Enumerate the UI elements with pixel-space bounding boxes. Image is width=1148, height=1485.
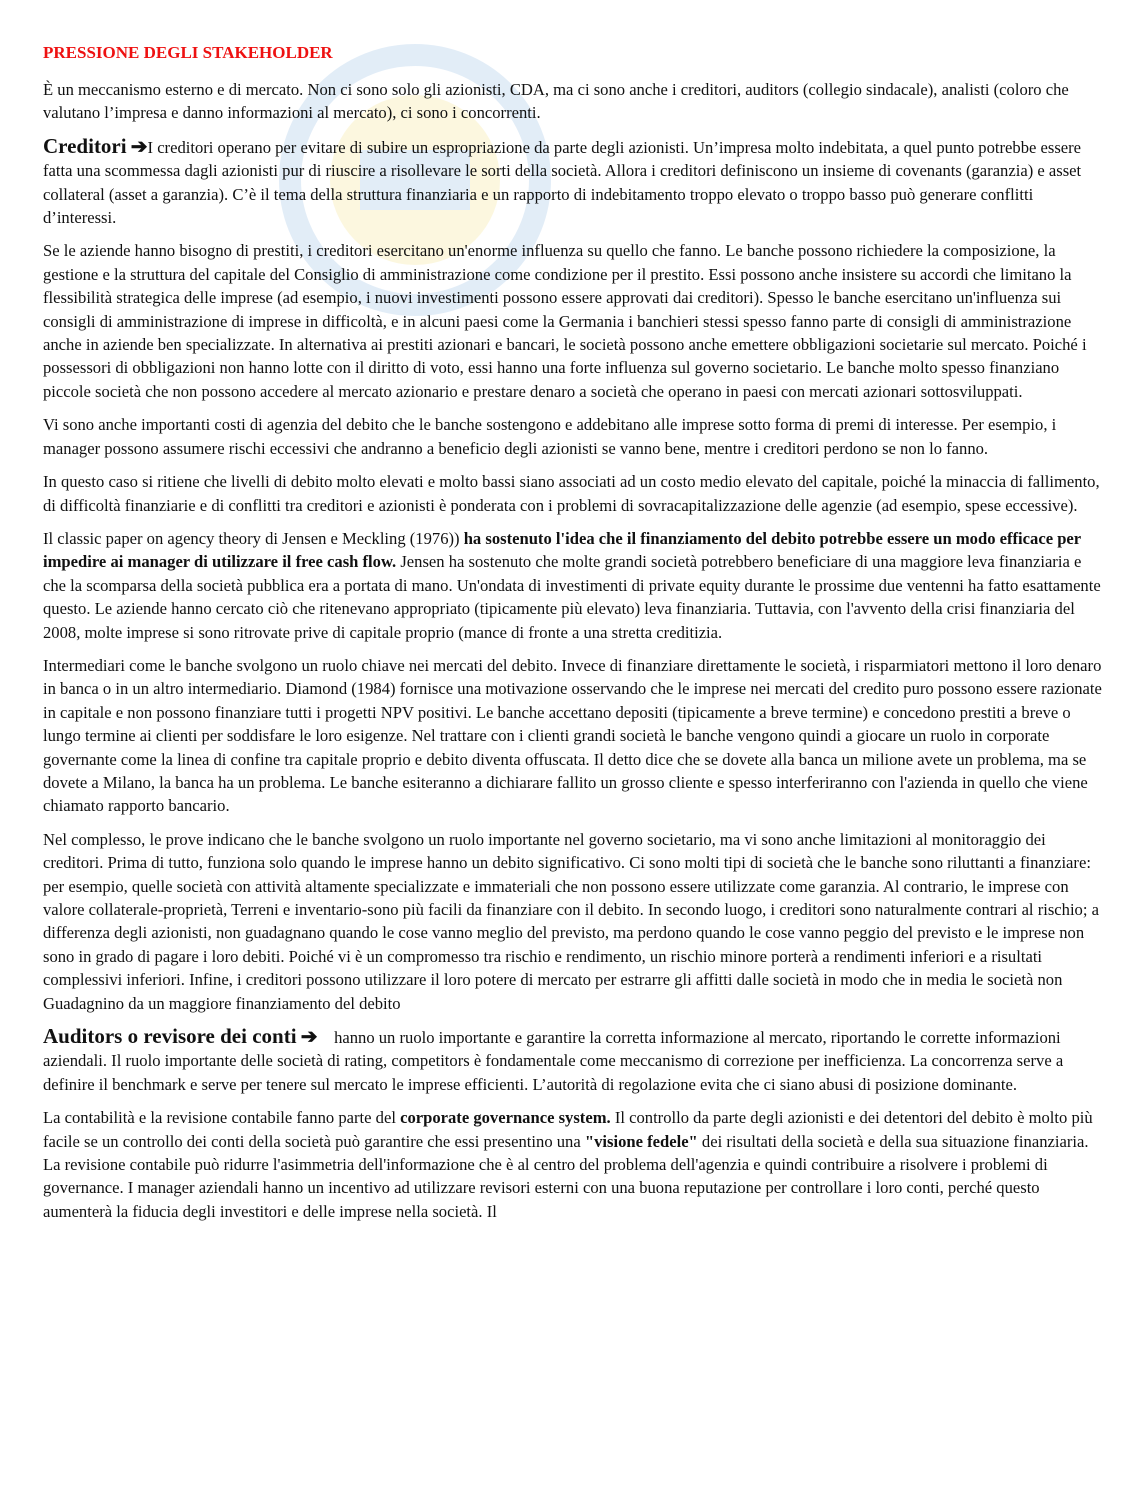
document-page [43, 40, 1107, 1233]
jensen-pre: Il classic paper on agency theory di Jensen e Meckling (1976)) [43, 528, 464, 548]
contabilita-bold1: corporate governance system. [400, 1108, 611, 1128]
prestiti-paragraph: Se le aziende hanno bisogno di prestiti, i creditori esercitano un'enorme influenza su quello che fanno. Le banche possono richiedere la composizione, la gestione e la struttura del capitale del Consiglio di amministrazione come condizione per il prestito. Essi possono anche insistere su accordi che limitano la flessibilità strategica delle imprese (ad esempio, i nuovi investimenti possono essere approvati dai creditori). Spesso le banche esercitano un'influenza sui consigli di amministrazione di imprese in difficoltà, e in alcuni paesi come la Germania i banchieri stessi spesso fanno parte di consigli di amministrazione anche in aziende ben specializzate. In alternativa ai prestiti azionari e bancari, le società possono anche emettere obbligazioni societarie sul mercato. Poiché i possessori di obbligazioni non hanno lotte con il diritto di voto, essi hanno una forte influenza sul governo societario. Le banche molto spesso finanziano piccole società che non possono accedere al mercato azionario e prestare denaro a società che operano in paesi con mercati azionari sottosviluppati. [43, 241, 1087, 401]
contabilita-post: dei risultati della società e della sua situazione finanziaria. La revisione contabile può ridurre l'asimmetria dell'informazione che è al centro del problema dell'agenzia e quindi contribuire a risolvere i problemi di governance. I manager aziendali hanno un incentivo ad utilizzare revisori esterni con una buona reputazione per controllare i loro conti, perché questo aumenterà la fiducia degli investitori e delle imprese nella società. Il [43, 1131, 1089, 1221]
contabilita-bold2: "visione fedele" [584, 1131, 698, 1151]
section-title: PRESSIONE DEGLI STAKEHOLDER [43, 43, 333, 62]
contabilita-paragraph [43, 1106, 1107, 1223]
contabilita-pre: La contabilità e la revisione contabile fanno parte del [43, 1108, 401, 1128]
complesso-paragraph: Nel complesso, le prove indicano che le banche svolgono un ruolo importante nel governo societario, ma vi sono anche limitazioni al monitoraggio dei creditori. Prima di tutto, funziona solo quando le imprese hanno un debito significativo. Ci sono molti tipi di società che le banche sono riluttanti a finanziare: per esempio, quelle società con attività altamente specializzate e immateriali che non possono essere utilizzate come garanzia. Al contrario, le imprese con valore collaterale-proprietà, Terreni e inventario-sono più facili da finanziare con il debito. In secondo luogo, i creditori sono naturalmente contrari al rischio; a differenza degli azionisti, non guadagnano quando le cose vanno meglio del previsto, ma perdono quando le cose vanno peggio del previsto e le imprese non sono in grado di pagare i loro debiti. Poiché vi è un compromesso tra rischio e rendimento, un rischio minore porterà a rendimenti inferiori e a risultati complessivi inferiori. Infine, i creditori possono utilizzare il loro potere di mercato per estrarre gli affitti dalle società in modo che in media le società non Guadagnino da un maggiore finanziamento del debito [43, 829, 1099, 1013]
arrow-right-icon: ➔ [300, 1026, 318, 1049]
intro-paragraph: È un meccanismo esterno e di mercato. Non ci sono solo gli azionisti, CDA, ma ci sono anche i creditori, auditors (collegio sindacale), analisti (coloro che valutano l’impresa e danno informazioni al mercato), ci sono i concorrenti. [43, 80, 1069, 123]
auditors-heading: Auditors o revisore dei conti [43, 1024, 297, 1049]
auditors-paragraph [43, 1025, 1107, 1096]
jensen-post: Jensen ha sostenuto che molte grandi società potrebbero beneficiare di una maggiore leva finanziaria e che la scomparsa della società pubblica era a portata di mano. Un'ondata di investimenti di private equity durante le prossime due ventenni ha fatto esattamente questo. Le aziende hanno cercato ciò che ritenevano appropriato (tipicamente più elevato) leva finanziaria. Tuttavia, con l'avvento della crisi finanziaria del 2008, molte imprese si sono ritrovate prive di capitale proprio (mance di fronte a una stretta creditizia. [43, 552, 1101, 642]
creditori-paragraph [43, 135, 1107, 230]
jensen-paragraph [43, 527, 1107, 644]
creditori-text: I creditori operano per evitare di subire un espropriazione da parte degli azionisti. Un’impresa molto indebitata, a quel punto potrebbe essere fatta una scommessa dagli azionisti pur di riuscire a risollevare le sorti della società. Allora i creditori definiscono un insieme di covenants (garanzia) e asset collateral (asset a garanzia). C’è il tema della struttura finanziaria e un rapporto di indebitamento troppo elevato o troppo basso può generare conflitti d’interessi. [43, 137, 1082, 228]
contabilita-mid: Il controllo da parte degli azionisti e dei detentori del debito è molto più facile se un controllo dei conti della società può garantire che essi presentino una [43, 1108, 1093, 1151]
creditori-heading: Creditori [43, 133, 127, 158]
costi-paragraph: Vi sono anche importanti costi di agenzia del debito che le banche sostengono e addebitano alle imprese sotto forma di premi di interesse. Per esempio, i manager possono assumere rischi eccessivi che andranno a beneficio degli azionisti se vanno bene, mentre i creditori perdono se non lo fanno. [43, 415, 1057, 458]
livelli-paragraph: In questo caso si ritiene che livelli di debito molto elevati e molto bassi siano associati ad un costo medio elevato del capitale, poiché la minaccia di fallimento, di difficoltà finanziarie e di conflitti tra creditori e azionisti è ponderata con i problemi di sovracapitalizzazione delle agenzie (ad esempio, spese eccessive). [43, 472, 1100, 515]
arrow-right-icon: ➔ [130, 135, 148, 158]
intermediari-paragraph: Intermediari come le banche svolgono un ruolo chiave nei mercati del debito. Invece di finanziare direttamente le società, i risparmiatori mettono il loro denaro in banca o in un altro intermediario. Diamond (1984) fornisce una motivazione osservando che le imprese nei mercati del credito puro possono essere razionate in capitale e non possono finanziare tutti i progetti NPV positivi. Le banche accettano depositi (tipicamente a breve termine) e concedono prestiti a breve o lungo termine ai clienti per soddisfare le loro esigenze. Nel trattare con i clienti grandi società le banche vengono quindi a giocare un ruolo in corporate governante come la linea di confine tra capitale proprio e debito diventa offuscata. Il detto dice che se dovete alla banca un milione avete un problema, ma se dovete a Milano, la banca ha un problema. Le banche esiteranno a dichiarare fallito un grosso cliente e spesso interferiranno con l'azienda in quello che viene chiamato rapporto bancario. [43, 655, 1102, 816]
jensen-bold: ha sostenuto l'idea che il finanziamento del debito potrebbe essere un modo efficace per impedire ai manager di utilizzare il free cash flow. [43, 528, 1081, 572]
auditors-text: hanno un ruolo importante e garantire la corretta informazione al mercato, riportando le corrette informazioni aziendali. Il ruolo importante delle società di rating, competitors è fondamentale come meccanismo di correzione per inefficienza. La concorrenza serve a definire il benchmark e serve per tenere sul mercato le imprese efficienti. L’autorità di regolazione evita che ci siano abusi di posizione dominante. [43, 1028, 1064, 1094]
